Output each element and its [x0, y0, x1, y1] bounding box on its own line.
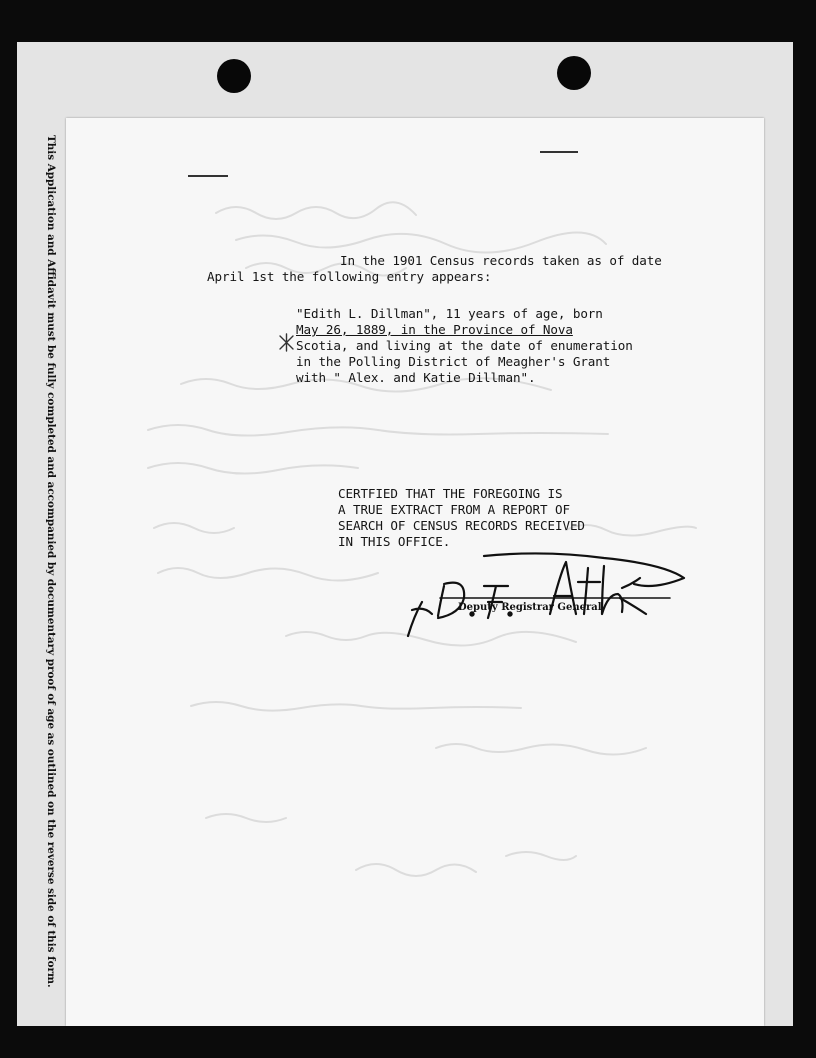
certified-line: A TRUE EXTRACT FROM A REPORT OF	[338, 502, 570, 517]
asterisk-mark	[276, 332, 298, 354]
certified-line: CERTFIED THAT THE FOREGOING IS	[338, 486, 563, 501]
entry-line: "Edith L. Dillman", 11 years of age, born	[296, 306, 603, 321]
entry-line: Scotia, and living at the date of enumeration	[296, 338, 633, 353]
intro-line-2: April 1st the following entry appears:	[207, 269, 492, 284]
punch-hole-right	[557, 56, 591, 90]
stray-mark	[188, 175, 228, 177]
certification-block	[338, 486, 585, 550]
entry-line: in the Polling District of Meagher's Grant	[296, 354, 611, 369]
stray-mark	[540, 151, 578, 153]
entry-line: May 26, 1889, in the Province of Nova	[296, 322, 573, 337]
signature-title: Deputy Registrar General	[458, 602, 602, 613]
census-entry	[296, 306, 633, 386]
handwritten-signature	[400, 548, 690, 648]
punch-hole-left	[217, 59, 251, 93]
certified-line: SEARCH OF CENSUS RECORDS RECEIVED	[338, 518, 585, 533]
side-instruction-note: This Application and Affidavit must be fully completed and accompanied by documentary proof of age as outlined on the reverse side of this form.	[45, 135, 57, 988]
certified-line: IN THIS OFFICE.	[338, 534, 451, 549]
intro-line-1: In the 1901 Census records taken as of date	[340, 253, 662, 268]
entry-line: with " Alex. and Katie Dillman".	[296, 370, 536, 385]
